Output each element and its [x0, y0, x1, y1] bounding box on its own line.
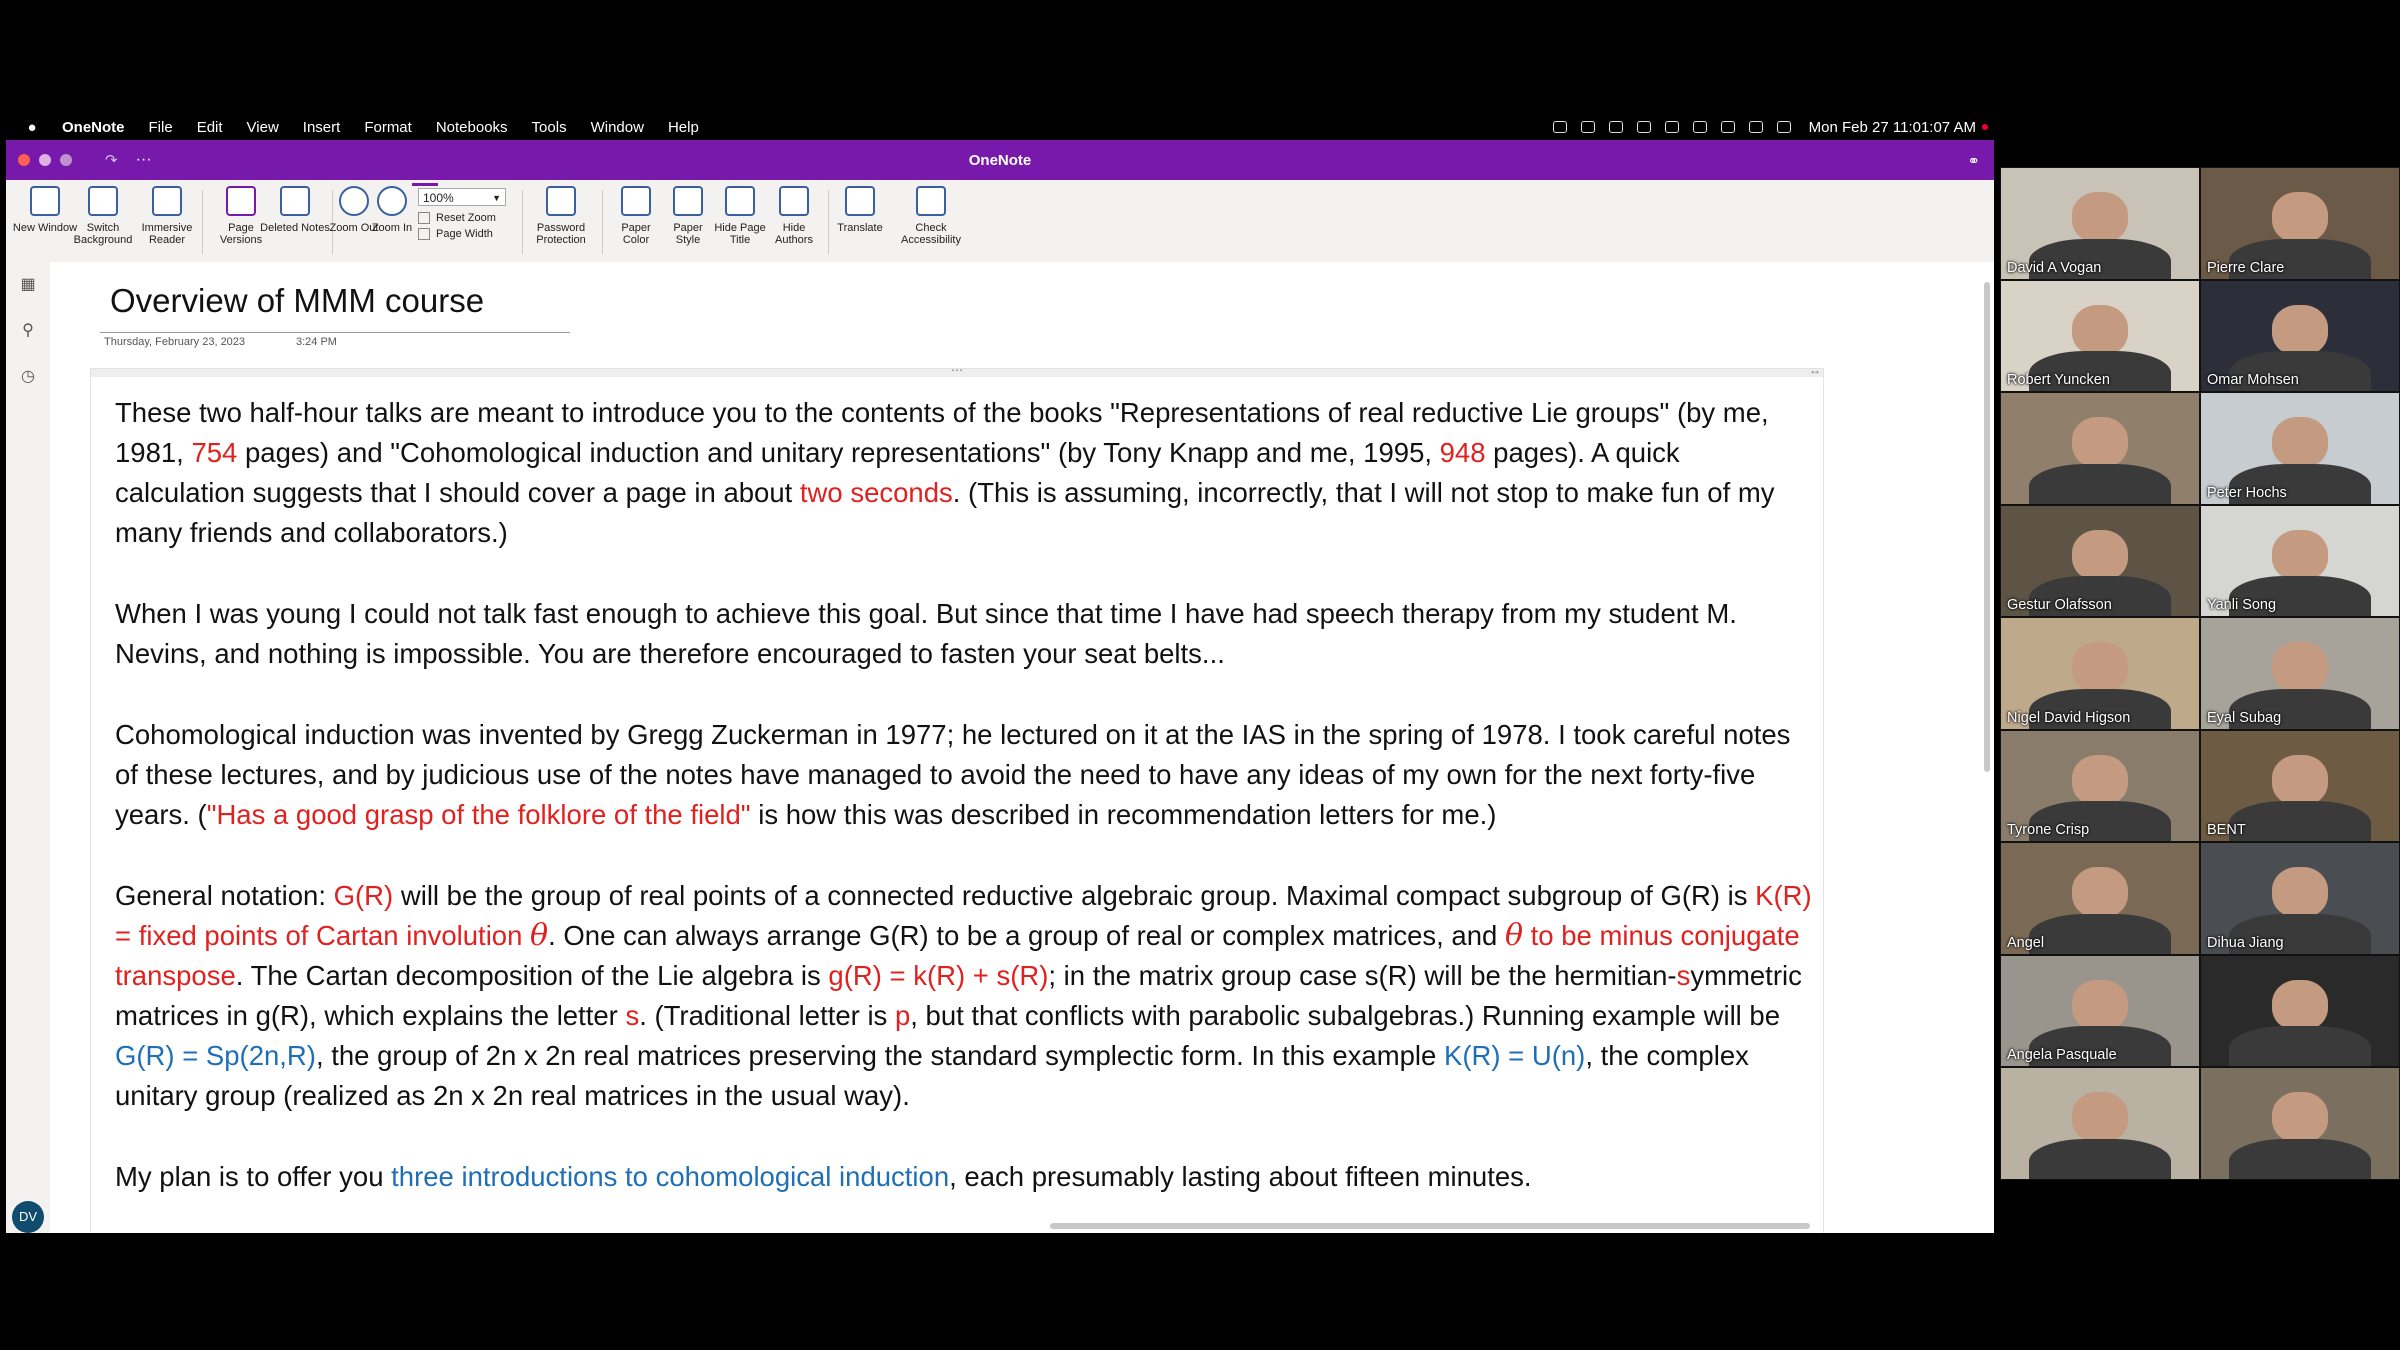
- new-window-button[interactable]: New Window: [10, 186, 80, 234]
- note-container[interactable]: [90, 363, 1824, 1233]
- reader-icon: [152, 186, 182, 216]
- page-versions-icon: [226, 186, 256, 216]
- menu-notebooks[interactable]: Notebooks: [435, 118, 508, 136]
- participant-video-head: [2072, 755, 2127, 806]
- participant-tile[interactable]: [2000, 280, 2200, 393]
- title-bar: [6, 140, 1994, 180]
- paper-color-button[interactable]: Paper Color: [608, 186, 664, 246]
- participant-video-body: [2029, 914, 2172, 955]
- window-title: OneNote: [968, 151, 1032, 169]
- page-time: 3:24 PM: [296, 336, 337, 348]
- participant-video-body: [2029, 464, 2172, 505]
- participant-name: Nigel David Higson: [2007, 709, 2131, 726]
- switch-background-button[interactable]: Switch Background: [68, 186, 138, 246]
- page-width-icon: [418, 228, 430, 240]
- participant-name: Peter Hochs: [2207, 484, 2287, 501]
- participant-video-head: [2072, 530, 2127, 581]
- apple-icon[interactable]: ●: [27, 118, 37, 136]
- participant-tile[interactable]: [2200, 955, 2400, 1068]
- ribbon-separator: [602, 190, 603, 254]
- participant-tile[interactable]: [2200, 167, 2400, 280]
- menu-window[interactable]: Window: [590, 118, 644, 136]
- mac-menubar: [0, 114, 2000, 140]
- participant-video-head: [2072, 1092, 2127, 1143]
- title-underline: [100, 332, 570, 333]
- page-title[interactable]: Overview of MMM course: [110, 282, 485, 319]
- battery-icon[interactable]: [1693, 121, 1707, 133]
- page-date: Thursday, February 23, 2023: [104, 336, 246, 348]
- wifi-icon[interactable]: [1721, 121, 1735, 133]
- globe-icon[interactable]: [1637, 121, 1651, 133]
- participant-video-head: [2272, 417, 2327, 468]
- participant-tile[interactable]: [2200, 392, 2400, 505]
- page-versions-button[interactable]: Page Versions: [206, 186, 276, 246]
- status-area: [1539, 114, 1988, 140]
- participant-name: Pierre Clare: [2207, 259, 2285, 276]
- participant-video-head: [2072, 980, 2127, 1031]
- note-page[interactable]: [50, 262, 1994, 1233]
- participant-video-body: [2229, 801, 2372, 842]
- participant-tile[interactable]: [2000, 392, 2200, 505]
- participant-tile[interactable]: [2000, 505, 2200, 618]
- menu-view[interactable]: View: [246, 118, 279, 136]
- ribbon-view-tab: [6, 180, 1994, 263]
- participant-video-head: [2272, 755, 2327, 806]
- redo-icon[interactable]: ↷: [105, 152, 118, 169]
- close-window-button[interactable]: [18, 154, 30, 166]
- participant-video-head: [2272, 530, 2327, 581]
- participant-video-head: [2272, 1092, 2327, 1143]
- participant-tile[interactable]: [2000, 617, 2200, 730]
- reset-zoom-button[interactable]: Reset Zoom: [418, 212, 518, 224]
- grid-lines-icon: [673, 186, 703, 216]
- notebooks-icon[interactable]: ▦: [20, 276, 36, 293]
- zoom-controls: [418, 188, 518, 240]
- window-controls: [18, 154, 81, 166]
- menu-help[interactable]: Help: [667, 118, 699, 136]
- zoom-in-button[interactable]: Zoom In: [366, 186, 418, 234]
- drag-handle-icon[interactable]: ⋯: [951, 363, 963, 377]
- participant-video-head: [2072, 417, 2127, 468]
- password-protection-button[interactable]: Password Protection: [526, 186, 596, 246]
- participant-tile[interactable]: [2000, 167, 2200, 280]
- participant-video-body: [2229, 1139, 2372, 1180]
- dropbox-icon[interactable]: [1581, 121, 1595, 133]
- more-options-icon[interactable]: ···: [135, 151, 152, 168]
- participant-tile[interactable]: [2200, 505, 2400, 618]
- participant-name: Eyal Subag: [2207, 709, 2282, 726]
- zoom-select[interactable]: 100% ▼: [418, 188, 506, 206]
- participant-video-head: [2072, 192, 2127, 243]
- paper-style-button[interactable]: Paper Style: [660, 186, 716, 246]
- hide-authors-button[interactable]: Hide Authors: [766, 186, 822, 246]
- immersive-reader-button[interactable]: Immersive Reader: [132, 186, 202, 246]
- trash-icon: [280, 186, 310, 216]
- lock-icon: [546, 186, 576, 216]
- participant-name: Yanli Song: [2207, 597, 2277, 613]
- participant-tile[interactable]: [2200, 1067, 2400, 1180]
- translate-icon: [845, 186, 875, 216]
- paragraph-plan[interactable]: My plan is to offer you three introductions to cohomological induction, each presumably lasting about fifteen minutes.: [115, 1161, 1532, 1192]
- notification-dot: [1982, 124, 1988, 130]
- resize-handle-icon[interactable]: ↔: [1809, 363, 1821, 377]
- participant-tile[interactable]: [2200, 617, 2400, 730]
- participant-video-head: [2272, 192, 2327, 243]
- participant-name: Omar Mohsen: [2207, 372, 2299, 388]
- participant-name: David A Vogan: [2007, 259, 2102, 276]
- minimize-window-button[interactable]: [39, 154, 51, 166]
- menu-insert[interactable]: Insert: [302, 118, 341, 136]
- search-icon[interactable]: ⚲: [22, 322, 34, 339]
- hide-authors-icon: [779, 186, 809, 216]
- accessibility-icon: [916, 186, 946, 216]
- menu-tools[interactable]: Tools: [531, 118, 567, 136]
- ribbon-separator: [202, 190, 203, 254]
- reset-zoom-icon: [418, 212, 430, 224]
- share-icon[interactable]: ⚭: [1967, 153, 1980, 170]
- zoom-out-icon: [339, 186, 369, 216]
- paint-bucket-icon: [621, 186, 651, 216]
- moon-icon: [88, 186, 118, 216]
- participant-name: Angel: [2007, 934, 2045, 951]
- participant-name: Tyrone Crisp: [2007, 822, 2090, 838]
- zoom-in-icon: [377, 186, 407, 216]
- zoom-out-button[interactable]: Zoom Out: [324, 186, 384, 234]
- participant-tile[interactable]: [2000, 955, 2200, 1068]
- participant-tile[interactable]: [2200, 280, 2400, 393]
- participant-video-head: [2272, 980, 2327, 1031]
- participant-name: Robert Yuncken: [2007, 372, 2110, 388]
- menu-edit[interactable]: Edit: [196, 118, 223, 136]
- new-window-icon: [30, 186, 60, 216]
- hide-page-title-button[interactable]: Hide Page Title: [712, 186, 768, 246]
- hide-title-icon: [725, 186, 755, 216]
- control-center-icon[interactable]: [1777, 121, 1791, 133]
- translate-button[interactable]: Translate: [832, 186, 888, 234]
- participant-video-head: [2072, 305, 2127, 356]
- menu-onenote[interactable]: OneNote: [62, 118, 125, 136]
- participant-video-body: [2029, 1139, 2172, 1180]
- recent-clock-icon[interactable]: ◷: [21, 368, 35, 385]
- window-icon[interactable]: [1665, 121, 1679, 133]
- onenote-window: [6, 140, 1994, 1233]
- participant-video-head: [2272, 642, 2327, 693]
- zoom-status-icon[interactable]: [1553, 121, 1567, 133]
- cloud-icon[interactable]: [1609, 121, 1623, 133]
- participant-video-head: [2272, 305, 2327, 356]
- page-width-button[interactable]: Page Width: [418, 228, 518, 240]
- menubar-clock[interactable]: Mon Feb 27 11:01:07 AM: [1808, 118, 1976, 136]
- participant-video-head: [2072, 642, 2127, 693]
- vertical-scrollbar[interactable]: [1984, 282, 1990, 772]
- search-icon[interactable]: [1749, 121, 1763, 133]
- participant-name: BENT: [2207, 822, 2246, 838]
- check-accessibility-button[interactable]: Check Accessibility: [896, 186, 966, 246]
- ribbon-separator: [522, 190, 523, 254]
- participant-name: Angela Pasquale: [2007, 1047, 2117, 1063]
- note-body[interactable]: [115, 393, 1815, 1233]
- participant-name: Gestur Olafsson: [2007, 597, 2112, 613]
- participant-tile[interactable]: [2000, 730, 2200, 843]
- horizontal-scrollbar[interactable]: [1050, 1223, 1810, 1229]
- paragraph-history[interactable]: Cohomological induction was invented by Gregg Zuckerman in 1977; he lectured on it at the IAS in the spring of 1978. I took careful notes of these lectures, and by judicious use of the notes have managed to avoid the need to have any ideas of my own for the next forty-five years. ("Has a good grasp of the folklore of the field" is how this was described in recommendation letters for me.): [115, 719, 1791, 830]
- container-handle[interactable]: [91, 363, 1823, 377]
- menu-file[interactable]: File: [148, 118, 173, 136]
- participant-tile[interactable]: [2000, 842, 2200, 955]
- ribbon-separator: [828, 190, 829, 254]
- zoom-window-button[interactable]: [60, 154, 72, 166]
- participant-video-head: [2272, 867, 2327, 918]
- paragraph-notation[interactable]: General notation: G(R) will be the group of real points of a connected reductive algebraic group. Maximal compact subgroup of G(R) is K(R) = fixed points of Cartan involution θ. One can always arrange G(R) to be a group of real or complex matrices, and θ to be minus conjugate transpose. The Cartan decomposition of the Lie algebra is g(R) = k(R) + s(R); in the matrix group case s(R) will be the hermitian-symmetric matrices in g(R), which explains the letter s. (Traditional letter is p, but that conflicts with parabolic subalgebras.) Running example will be G(R) = Sp(2n,R), the group of 2n x 2n real matrices preserving the standard symplectic form. In this example K(R) = U(n), the complex unitary group (realized as 2n x 2n real matrices in the usual way).: [115, 880, 1812, 1111]
- participant-tile[interactable]: [2200, 842, 2400, 955]
- paragraph-young[interactable]: When I was young I could not talk fast enough to achieve this goal. But since that time I have had speech therapy from my student M. Nevins, and nothing is impossible. You are therefore encouraged to fasten your seat belts...: [115, 598, 1737, 669]
- participant-tile[interactable]: [2200, 730, 2400, 843]
- participant-video-body: [2229, 1026, 2372, 1067]
- participant-gallery: [2000, 167, 2400, 1180]
- left-rail: [6, 262, 51, 1233]
- avatar[interactable]: DV: [12, 1201, 44, 1233]
- participant-video-head: [2072, 867, 2127, 918]
- participant-tile[interactable]: [2000, 1067, 2200, 1180]
- chevron-down-icon: ▼: [492, 193, 501, 203]
- paragraph-intro[interactable]: These two half-hour talks are meant to introduce you to the contents of the books "Representations of real reductive Lie groups" (by me, 1981, 754 pages) and "Cohomological induction and unitary representations" (by Tony Knapp and me, 1995, 948 pages). A quick calculation suggests that I should cover a page in about two seconds. (This is assuming, incorrectly, that I will not stop to make fun of my many friends and collaborators.): [115, 397, 1775, 548]
- deleted-notes-button[interactable]: Deleted Notes: [260, 186, 330, 234]
- participant-name: Dihua Jiang: [2207, 934, 2284, 951]
- menu-format[interactable]: Format: [364, 118, 412, 136]
